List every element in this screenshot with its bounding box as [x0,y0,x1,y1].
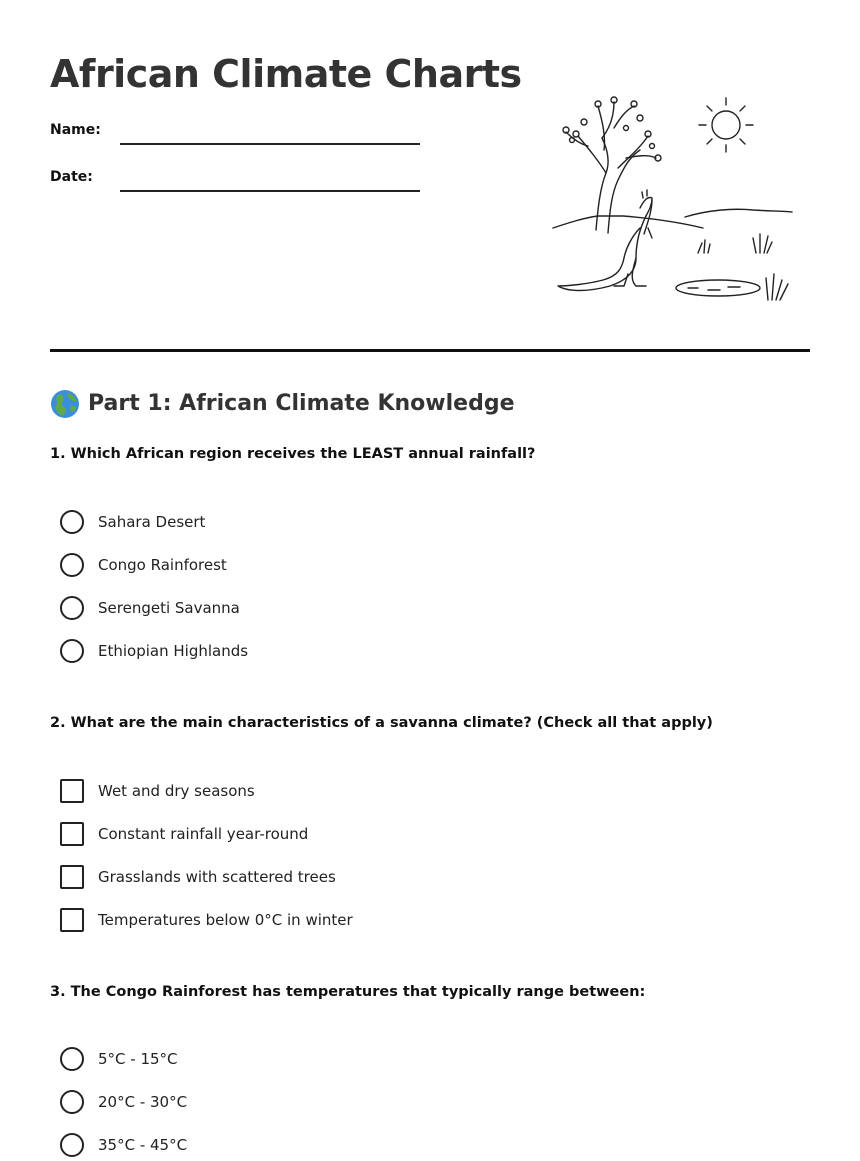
savanna-kangaroo-illustration [548,88,798,303]
sun-icon [699,98,753,152]
name-label: Name: [50,122,101,138]
tree-icon [563,97,661,233]
option-label: Ethiopian Highlands [98,642,249,660]
checkbox[interactable] [60,779,84,803]
option-label: Sahara Desert [98,513,206,531]
q1-option-4[interactable] [60,638,248,664]
q1-option-1[interactable] [60,509,205,535]
q3-option-1[interactable] [60,1046,178,1072]
date-label: Date: [50,169,93,185]
q3-option-2[interactable] [60,1089,187,1115]
option-label: Serengeti Savanna [98,599,240,617]
radio-button[interactable] [60,1047,84,1071]
radio-button[interactable] [60,1133,84,1157]
option-label: Temperatures below 0°C in winter [98,911,353,929]
radio-button[interactable] [60,510,84,534]
radio-button[interactable] [60,639,84,663]
globe-icon [50,389,80,419]
checkbox[interactable] [60,865,84,889]
option-label: Grasslands with scattered trees [98,868,336,886]
question-3: 3. The Congo Rainforest has temperatures that typically range between: [50,984,646,1000]
water-hole-icon [676,280,760,296]
option-label: 35°C - 45°C [98,1136,188,1154]
q2-option-4[interactable] [60,907,353,933]
part1-title: Part 1: African Climate Knowledge [88,391,515,416]
q2-option-2[interactable] [60,821,308,847]
q2-option-3[interactable] [60,864,336,890]
q3-option-3[interactable] [60,1132,187,1158]
q1-option-2[interactable] [60,552,227,578]
option-label: 20°C - 30°C [98,1093,188,1111]
kangaroo-icon [558,190,652,291]
checkbox[interactable] [60,822,84,846]
checkbox[interactable] [60,908,84,932]
q2-option-1[interactable] [60,778,255,804]
option-label: Constant rainfall year-round [98,825,309,843]
date-field[interactable] [120,190,420,192]
worksheet-title: African Climate Charts [50,52,522,96]
part1-heading [50,388,515,420]
option-label: Congo Rainforest [98,556,227,574]
option-label: 5°C - 15°C [98,1050,178,1068]
option-label: Wet and dry seasons [98,782,255,800]
radio-button[interactable] [60,553,84,577]
header-divider [50,349,810,352]
question-1: 1. Which African region receives the LEAST annual rainfall? [50,446,536,462]
radio-button[interactable] [60,596,84,620]
q1-option-3[interactable] [60,595,240,621]
name-field[interactable] [120,143,420,145]
question-2: 2. What are the main characteristics of a savanna climate? (Check all that apply) [50,715,713,731]
radio-button[interactable] [60,1090,84,1114]
